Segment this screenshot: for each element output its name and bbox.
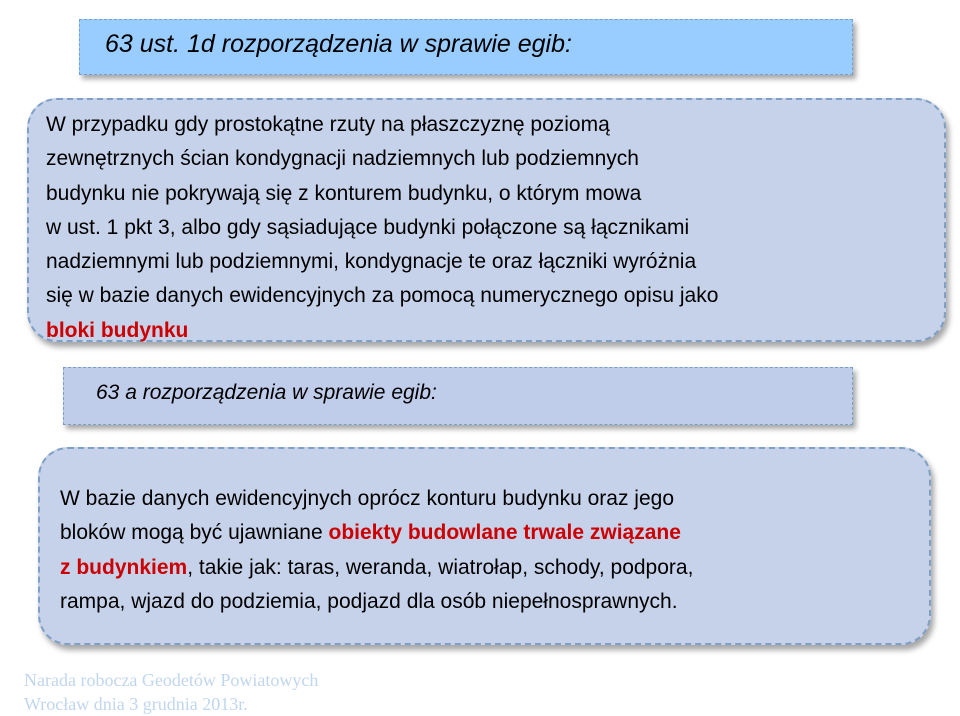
text-line: W przypadku gdy prostokątne rzuty na płaszczyznę poziomą (46, 113, 610, 136)
text-line: budynku nie pokrywają się z konturem budynku, o którym mowa (46, 181, 642, 205)
text-line: rampa, wjazd do podziemia, podjazd dla osób niepełnosprawnych. (60, 589, 678, 613)
highlight-term: obiekty budowlane trwale związane (328, 521, 681, 545)
text-line: nadziemnymi lub podziemnymi, kondygnacje te oraz łączniki wyróżnia (46, 250, 697, 274)
highlight-term: bloki budynku (46, 318, 189, 342)
text-line: zewnętrznych ścian kondygnacji nadziemnych lub podziemnych (46, 147, 639, 171)
highlight-term: z budynkiem (60, 555, 188, 579)
definition-text-1 (46, 108, 936, 348)
footer-date: Wrocław dnia 3 grudnia 2013r. (24, 694, 248, 714)
text-line: się w bazie danych ewidencyjnych za pomocą numerycznego opisu jako (46, 284, 719, 308)
section-title: 63 a rozporządzenia w sprawie egib: (96, 381, 437, 404)
text-line (60, 551, 910, 585)
header-title: 63 ust. 1d rozporządzenia w sprawie egib: (105, 30, 572, 58)
footer-event: Narada robocza Geodetów Powiatowych (24, 670, 319, 690)
text-line (60, 516, 910, 550)
text-segment: , takie jak: taras, weranda, wiatrołap, schody, podpora, (187, 555, 694, 579)
text-segment: bloków mogą być ujawniane (60, 521, 329, 545)
text-line: w ust. 1 pkt 3, albo gdy sąsiadujące budynki połączone są łącznikami (46, 215, 690, 239)
definition-text-2 (60, 482, 910, 619)
text-line: W bazie danych ewidencyjnych oprócz konturu budynku oraz jego (60, 487, 675, 510)
